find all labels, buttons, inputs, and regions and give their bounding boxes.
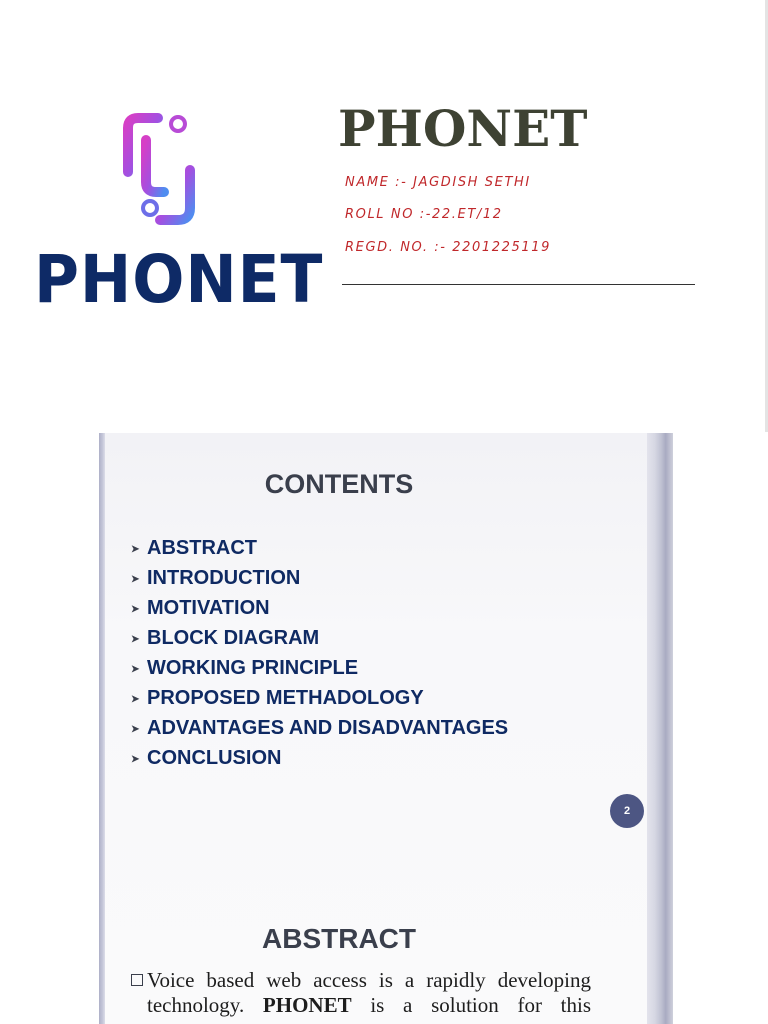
phonet-logo-icon [120, 110, 210, 230]
registration-number: REGD. NO. :- 2201225119 [345, 240, 552, 255]
contents-slide [99, 433, 673, 1024]
abstract-line-2 [131, 993, 591, 1018]
contents-item-motivation [131, 595, 508, 625]
abstract-phonet-bold: PHONET [262, 993, 352, 1017]
page-number-badge: 2 [610, 794, 644, 828]
contents-item-conclusion [131, 745, 508, 775]
arrow-bullet-icon: ➤ [131, 724, 140, 735]
abstract-line-2-prefix: technology. [147, 993, 263, 1017]
logo-wordmark: PHONET [34, 241, 324, 318]
document-title: PHONET [338, 99, 588, 158]
contents-item-label: CONCLUSION [147, 747, 282, 769]
contents-item-introduction [131, 565, 508, 595]
contents-item-working-principle [131, 655, 508, 685]
contents-item-label: INTRODUCTION [147, 567, 301, 589]
square-bullet-icon [131, 974, 143, 986]
contents-item-abstract [131, 535, 508, 565]
arrow-bullet-icon: ➤ [131, 694, 140, 705]
contents-item-advantages [131, 715, 508, 745]
contents-item-label: ABSTRACT [147, 537, 257, 559]
contents-item-label: PROPOSED METHADOLOGY [147, 687, 424, 709]
contents-list [131, 535, 508, 775]
abstract-line-1-text: Voice based web access is a rapidly developing [147, 968, 591, 992]
roll-number: ROLL NO :-22.ET/12 [345, 207, 503, 222]
arrow-bullet-icon: ➤ [131, 544, 140, 555]
title-slide [0, 0, 768, 432]
abstract-line-2-suffix: is a solution for this [351, 993, 591, 1017]
abstract-heading: ABSTRACT [262, 923, 416, 954]
title-divider [342, 284, 695, 285]
contents-item-proposed-methadology [131, 685, 508, 715]
contents-item-block-diagram [131, 625, 508, 655]
abstract-paragraph [131, 968, 591, 1018]
abstract-line-1 [131, 968, 591, 993]
contents-item-label: MOTIVATION [147, 597, 270, 619]
contents-item-label: ADVANTAGES AND DISADVANTAGES [147, 717, 509, 739]
contents-item-label: BLOCK DIAGRAM [147, 627, 320, 649]
arrow-bullet-icon: ➤ [131, 754, 140, 765]
contents-item-label: WORKING PRINCIPLE [147, 657, 359, 679]
arrow-bullet-icon: ➤ [131, 604, 140, 615]
arrow-bullet-icon: ➤ [131, 574, 140, 585]
student-name: NAME :- JAGDISH SETHI [345, 175, 531, 190]
arrow-bullet-icon: ➤ [131, 634, 140, 645]
arrow-bullet-icon: ➤ [131, 664, 140, 675]
contents-heading: CONTENTS [264, 469, 414, 499]
slide-right-bar [647, 433, 673, 1024]
